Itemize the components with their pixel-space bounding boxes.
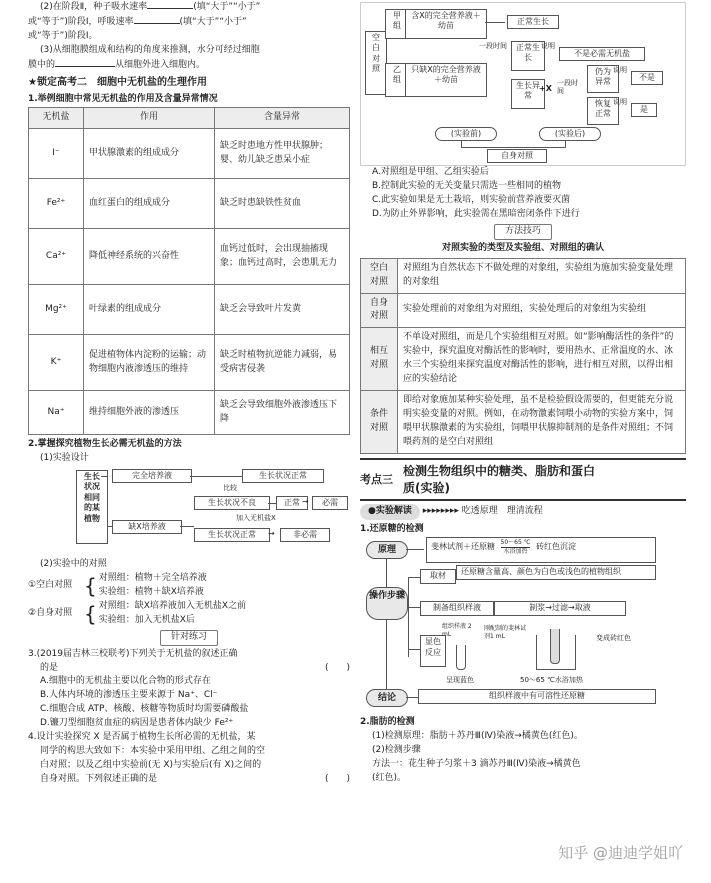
control-types-table [360,258,686,454]
table-row [29,229,350,285]
left-column [28,0,350,787]
ion-cell: Fe²⁺ [29,179,84,229]
blank-control-vertical: 空白对照 [365,31,387,95]
explain-label-2: 说明 [613,66,627,74]
explain-label: 说明 [541,42,555,50]
subsection-title: 2.脂肪的检测 [360,717,415,728]
key-point-label: 考点三 [360,473,393,487]
practice-badge: 针对练习 [160,630,218,646]
flow-not-necessary: 非必需 [280,528,330,542]
option-d: D.镰刀型细胞贫血症的病因是患者体内缺少 Fe²⁺ [40,718,234,729]
question-2-line-1: (2)在阶段Ⅱ，种子吸水速率 (填“大于”“小于” [40,2,261,12]
result-label: 砖红色沉淀 [536,542,577,552]
option-c: C.细胞合成 ATP、核酸、核糖等物质时均需要磷酸盐 [40,704,249,715]
after-label: (实验后) [539,127,601,141]
period-label-2: 一段时间 [557,79,578,96]
option-b: B.人体内环境的渗透压主要来源于 Na⁺、Cl⁻ [40,690,218,701]
take-box: 取材 [420,569,456,583]
control-title: (2)实验中的对照 [40,558,107,569]
experiment-design-flowchart: 生长状况相同的某植物 完全培养液 生长状况正常 缺X培养液 生长状况不良 比较 正常 → 必需 加入无机盐X 生长状况正常 → 非必需 [28,466,350,558]
role-cell: 叶绿素的组成成分 [84,285,215,335]
role-cell: 血红蛋白的组成成分 [84,179,215,229]
q4-option-a: A.对照组是甲组、乙组实验后 [372,167,489,177]
desc-cell: 实验处理前的对象组为对照组，实验处理后的对象组为实验组 [398,293,686,328]
question-4-line: 同学的构思大致如下：本实验中采用甲组、乙组之间的空 [40,746,266,757]
q4-option-b: B.控制此实验的无关变量只需选一些相同的植物 [372,180,562,191]
principle-oval: 原理 [366,541,408,559]
blank-control-block: ①空白对照 { 对照组：植物＋完全培养液 实验组：植物＋缺X培养液 [28,572,207,598]
abnormal-cell: 缺乏会导致叶片发黄 [215,285,350,335]
type-cell: 空白对照 [361,258,398,293]
fat-line: (2)检测步骤 [372,745,421,756]
answer-blank[interactable] [147,0,193,9]
subsection-title: 2.掌握探究植物生长必需无机盐的方法 [28,439,182,450]
principle-box [426,537,656,563]
desc-cell: 不单设对照组，而是几个实验组相互对照。如“影响酶活性的条件”的实验中，探究温度对酶活性的影响时，要用热水、正常温度的水、冰水三个实验组来探究温度对酶活性的影响，进行相互对照，以得出相应的实验结论 [398,328,686,391]
conclusion-oval: 结论 [366,689,408,707]
type-cell: 自身对照 [361,293,398,328]
experiment-read-sub: 吃透原理 理清流程 [461,506,543,517]
table-row [29,335,350,391]
period-label: 一段时间 [479,42,507,50]
ion-cell: Mg²⁺ [29,285,84,335]
make-box: 制备组织样液 [420,601,494,615]
table-row [361,293,686,328]
role-cell: 降低神经系统的兴奋性 [84,229,215,285]
blank-control-line: 对照组：植物＋完全培养液 [98,572,207,583]
is-label: 是 [631,103,657,117]
control-experiment-diagram [360,2,686,166]
flow-start: 生长状况相同的某植物 [76,470,108,544]
question-2-line-2: 或“等于”)阶段Ⅰ，呼吸速率 (填“大于”“小于” [28,16,247,27]
abnormal-cell: 缺乏时患缺铁性贫血 [215,179,350,229]
group-jia-content: 含X的完全营养液＋幼苗 [405,9,487,39]
bath-label: 水浴加热 [501,547,531,555]
blue-label: 呈现蓝色 [446,676,474,685]
tips-title: 对照实验的类型及实验组、对照组的确认 [441,242,604,253]
key-point-title: 检测生物组织中的糖类、脂肪和蛋白 [403,463,596,478]
self-control-line: 实验组：加入无机盐X后 [98,614,195,625]
table-header-row [29,108,350,129]
question-4-line: 白对照；以及乙组中实验前(无 X)与实验后(有 X)之间的 [40,760,262,771]
q4-option-d: D.为防止外界影响，此实验需在黑暗密闭条件下进行 [372,208,580,219]
role-cell: 甲状腺激素的组成成分 [84,129,215,179]
group-jia: 甲组 [385,9,409,39]
fat-line: 方法一：花生种子匀浆＋3 滴苏丹Ⅲ(Ⅳ)染液→橘黄色 [372,759,581,770]
temp-label: 50～65 ℃ [500,539,531,547]
self-control-label: 自身对照 [487,149,547,163]
table-header: 无机盐 [29,108,84,129]
group-yi: 乙组 [385,63,409,97]
flow-normal-short: 正常 [276,496,308,510]
desc-cell: 对照组为自然状态下不做处理的对象组，实验组为施加实验变量处理的对象组 [398,258,686,293]
flow-lack-x-medium: 缺X培养液 [112,520,182,534]
fresh-fehling-label: 刚配制的斐林试剂1 mL [484,625,527,640]
q4-option-c: C.此实验如果是无土栽培，则实验前营养液要灭菌 [372,194,571,205]
experiment-read-pill: ●实验解读 [360,504,420,520]
take-desc: 还原糖含量高、颜色为白色或浅色的植物组织 [456,565,656,579]
right-column [360,0,686,786]
test-tube-icon [550,629,560,664]
conclusion-desc: 组织样液中有可溶性还原糖 [418,689,656,703]
add-x-label: +X [539,84,552,93]
is-not-label: 不是 [631,71,663,85]
blank-control-line: 实验组：植物＋缺X培养液 [98,586,204,597]
ion-cell: K⁺ [29,335,84,391]
inorganic-salt-table [28,107,350,435]
explain-label-3: 说明 [613,98,627,106]
ion-cell: Ca²⁺ [29,229,84,285]
fat-line: (红色)。 [372,773,407,784]
flow-complete-medium: 完全培养液 [112,469,192,483]
flow-normal-2: 生长状况正常 [194,528,270,542]
abnormal-cell: 缺乏会导致细胞外液渗透压下降 [215,391,350,435]
desc-cell: 即给对象施加某种实验处理，虽不是检验假设需要的，但更能充分说明实验变量的对照。例如，在动物激素饲喂小动物的实验方案中，饲喂甲状腺激素的为实验组，饲喂甲状腺抑制剂的是条件对照组；不饲喂药剂的是空白对照组 [398,391,686,454]
abnormal-cell: 血钙过低时，会出现抽搐现象；血钙过高时，会患肌无力 [215,229,350,285]
before-label: (实验前) [435,127,497,141]
question-3-line-2: 膜中的 从细胞外进入细胞内。 [28,59,206,70]
flow-bad-growth: 生长状况不良 [194,496,270,510]
question-3-line-1: (3)从细胞膜组成和结构的角度来推测，水分可经过细胞 [40,44,260,55]
table-row [29,285,350,335]
brick-label: 变成砖红色 [596,634,631,643]
flow-add-x-label: 加入无机盐X [236,513,276,522]
key-point-title: 质(实验) [403,480,450,495]
table-row [361,391,686,454]
steps-oval: 操作步骤 [366,587,408,620]
fat-line: (1)检测原理：脂肪＋苏丹Ⅲ(Ⅳ)染液→橘黄色(红色)。 [372,731,583,742]
ion-cell: I⁻ [29,129,84,179]
color-box: 显色反应 [420,635,446,667]
table-row [29,129,350,179]
question-4-line: 4.设计实验探究 X 是否属于植物生长所必需的无机盐，某 [28,732,256,743]
make-desc: 制浆→过滤→取液 [494,601,626,615]
table-row [29,179,350,229]
design-title: (1)实验设计 [40,453,89,463]
self-control-label: ②自身对照 [28,607,73,618]
type-cell: 相互对照 [361,328,398,391]
table-row [361,258,686,293]
watermark: 知乎 @迪迪学姐吖 [558,844,683,862]
question-3-title: 3.(2019届吉林三校联考)下列关于无机盐的叙述正确 [28,648,238,659]
blank-control-label: ①空白对照 [28,579,73,590]
reducing-sugar-diagram [360,537,686,713]
table-row [29,391,350,435]
table-header: 含量异常 [215,108,350,129]
self-control-line: 对照组：缺X培养液加入无机盐X之前 [98,600,247,611]
flow-compare-label: 比较 [223,483,237,492]
test-tube-icon [456,645,466,670]
question-2-line-3: 或“等于”)阶段Ⅰ。 [28,30,98,41]
abnormal-cell: 缺乏时植物抗逆能力减弱，易受病害侵袭 [215,335,350,391]
abnormal-growth: 生长异常 [511,79,545,109]
key-point-header [360,458,686,502]
option-a: A.细胞中的无机盐主要以化合物的形式存在 [40,676,211,687]
question-3-cont: 的是 ( ) [40,662,350,673]
type-cell: 条件对照 [361,391,398,454]
still-abnormal: 仍为异常 [587,65,619,93]
question-4-line: 自身对照。下列叙述正确的是 ( ) [40,774,350,784]
table-row [361,328,686,391]
ion-cell: Na⁺ [29,391,84,435]
abnormal-cell: 缺乏时患地方性甲状腺肿；婴、幼儿缺乏患呆小症 [215,129,350,179]
normal-growth-yi: 正常生长 [511,41,545,71]
table-header: 作用 [84,108,215,129]
role-cell: 维持细胞外液的渗透压 [84,391,215,435]
self-control-block: ②自身对照 { 对照组：缺X培养液加入无机盐X之前 实验组：加入无机盐X后 [28,600,247,626]
group-yi-content: 只缺X的完全营养液＋幼苗 [405,63,487,97]
fehling-label: 斐林试剂＋还原糖 [431,542,495,552]
bath-label-2: 50～65 ℃水浴加热 [520,676,583,685]
tips-badge: 方法技巧 [494,224,552,240]
experiment-read-line [360,504,686,520]
tissue-label: 组织样液 2 mL [442,623,472,638]
answer-blank[interactable] [134,15,180,24]
arrow-icon: ▸▸▸▸▸▸▸▸ [422,506,459,517]
section-title: ★锁定高考二 细胞中无机盐的生理作用 [28,76,207,88]
recover-normal: 恢复正常 [587,97,619,125]
subsection-title: 1.还原糖的检测 [360,524,424,535]
role-cell: 促进植物体内淀粉的运输；动物细胞内液渗透压的维持 [84,335,215,391]
normal-growth-jia: 正常生长 [507,15,559,29]
subsection-title: 1.举例细胞中常见无机盐的作用及含量异常情况 [28,94,218,105]
flow-normal-1: 生长状况正常 [242,469,324,483]
answer-blank[interactable] [55,58,115,67]
flow-necessary: 必需 [312,496,348,510]
not-necessary-salt: 不是必需无机盐 [559,47,645,61]
